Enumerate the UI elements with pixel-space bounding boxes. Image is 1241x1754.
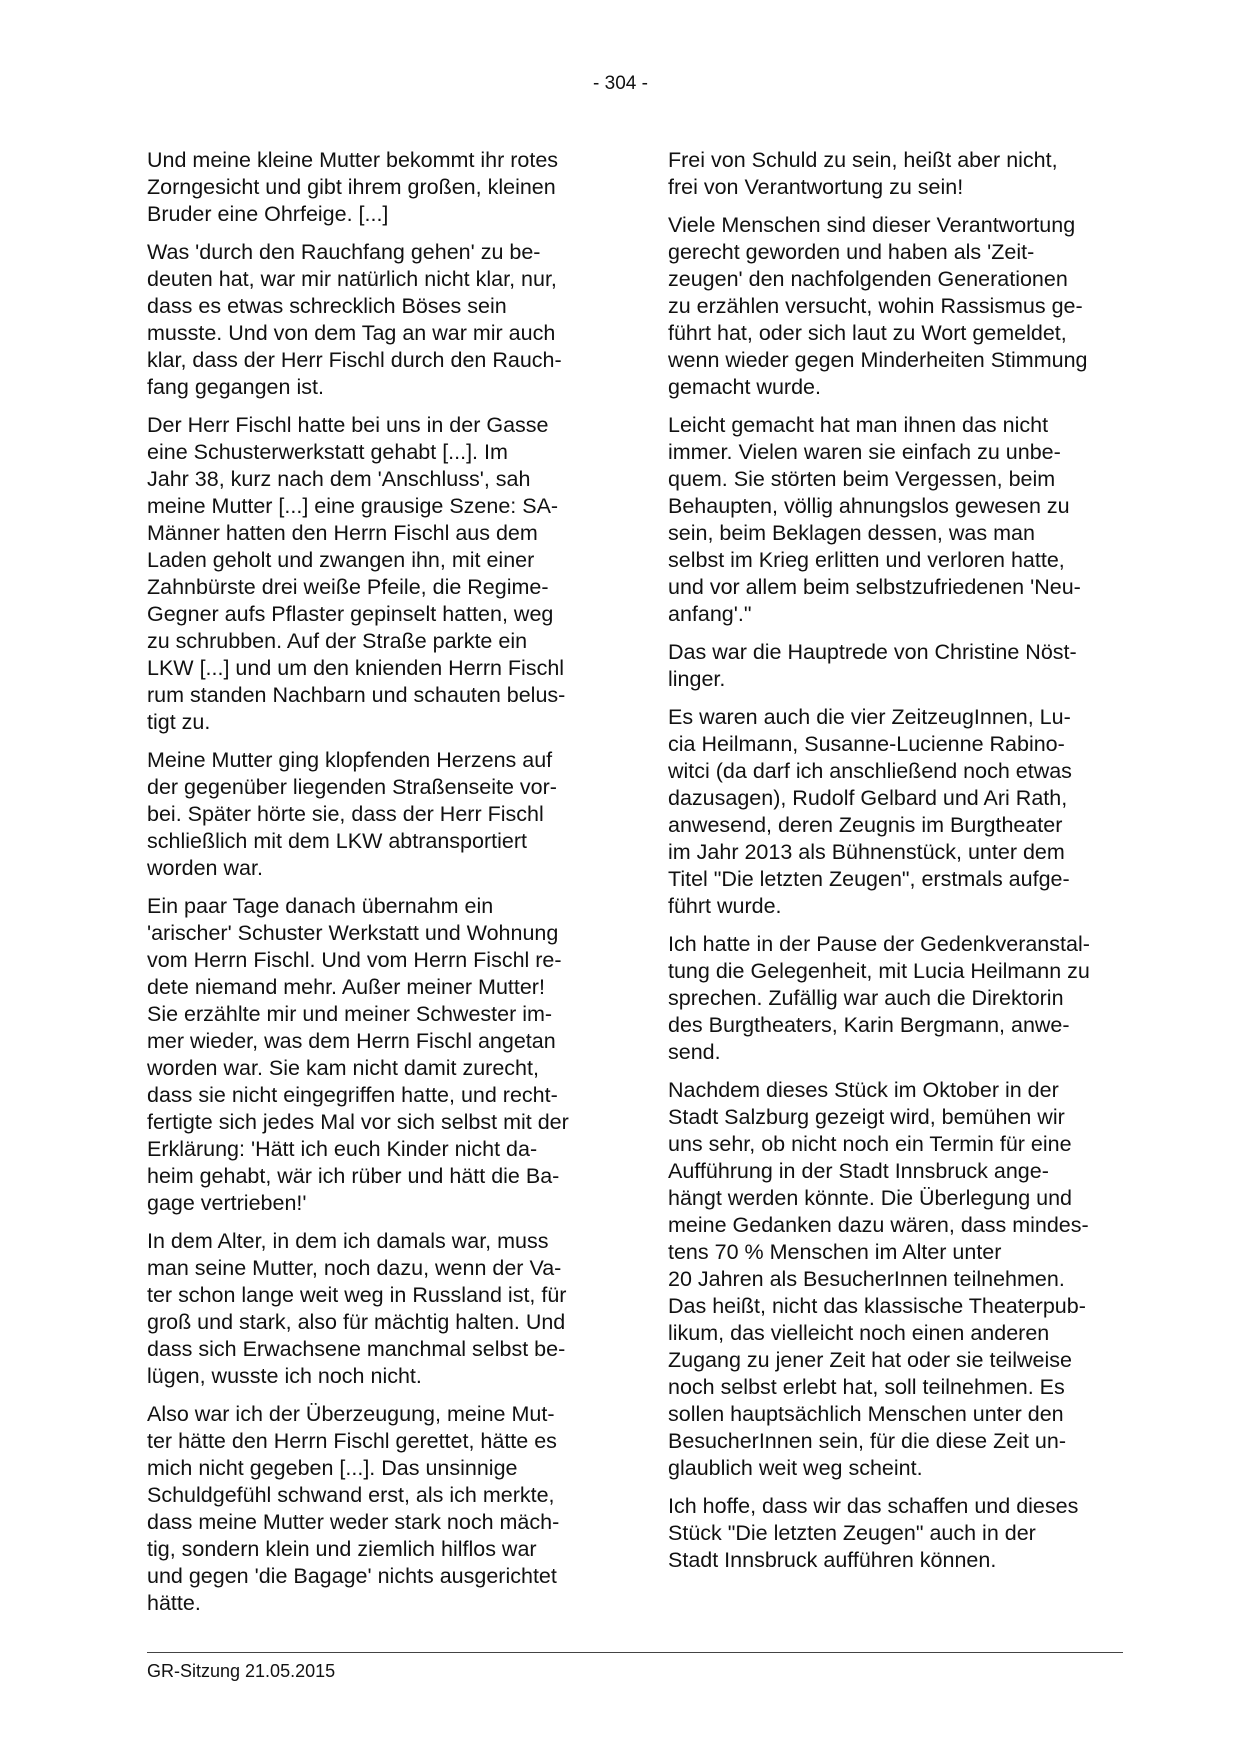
text-line: musste. Und von dem Tag an war mir auch [147,321,556,345]
text-line: Stadt Innsbruck aufführen können. [668,1548,997,1572]
text-line: und gegen 'die Bagage' nichts ausgerichtet [147,1564,557,1588]
text-line: Erklärung: 'Hätt ich euch Kinder nicht da- [147,1137,538,1161]
text-line: Ich hoffe, dass wir das schaffen und dieses [668,1494,1079,1518]
text-line: noch selbst erlebt hat, soll teilnehmen. Es [668,1375,1065,1399]
text-line: fang gegangen ist. [147,375,324,399]
paragraph [147,747,607,882]
text-line: Bruder eine Ohrfeige. [...] [147,202,389,226]
text-line: mer wieder, was dem Herrn Fischl angetan [147,1029,556,1053]
text-line: Jahr 38, kurz nach dem 'Anschluss', sah [147,467,531,491]
text-line: Das war die Hauptrede von Christine Nöst- [668,640,1077,664]
text-line: tens 70 % Menschen im Alter unter [668,1240,1002,1264]
footer-session-date: GR-Sitzung 21.05.2015 [147,1661,336,1681]
text-line: ter schon lange weit weg in Russland ist, für [147,1283,567,1307]
text-line: Was 'durch den Rauchfang gehen' zu be- [147,240,541,264]
text-line: sprechen. Zufällig war auch die Direktorin [668,986,1064,1010]
text-line: Viele Menschen sind dieser Verantwortung [668,213,1076,237]
text-line: cia Heilmann, Susanne-Lucienne Rabino- [668,732,1065,756]
text-line: linger. [668,667,726,691]
text-line: 'arischer' Schuster Werkstatt und Wohnung [147,921,559,945]
text-line: anfang'." [668,602,752,626]
text-line: Nachdem dieses Stück im Oktober in der [668,1078,1059,1102]
text-line: ter hätte den Herrn Fischl gerettet, hätte es [147,1429,557,1453]
text-line: In dem Alter, in dem ich damals war, muss [147,1229,549,1253]
text-line: fertigte sich jedes Mal vor sich selbst mit der [147,1110,569,1134]
text-line: zu erzählen versucht, wohin Rassismus ge- [668,294,1083,318]
text-line: klar, dass der Herr Fischl durch den Rauch- [147,348,562,372]
paragraph [668,412,1130,628]
paragraph [147,1401,607,1617]
text-line: Männer hatten den Herrn Fischl aus dem [147,521,538,545]
text-line: gage vertrieben!' [147,1191,307,1215]
text-line: der gegenüber liegenden Straßenseite vor- [147,775,557,799]
text-line: Schuldgefühl schwand erst, als ich merkte, [147,1483,555,1507]
text-line: dass meine Mutter weder stark noch mäch- [147,1510,560,1534]
text-line: uns sehr, ob nicht noch ein Termin für eine [668,1132,1072,1156]
text-line: LKW [...] und um den knienden Herrn Fischl [147,656,565,680]
text-line: vom Herrn Fischl. Und vom Herrn Fischl re- [147,948,562,972]
text-line: Meine Mutter ging klopfenden Herzens auf [147,748,553,772]
text-line: führt wurde. [668,894,782,918]
paragraph [668,704,1130,920]
text-line: des Burgtheaters, Karin Bergmann, anwe- [668,1013,1070,1037]
paragraph [147,893,607,1217]
text-line: gemacht wurde. [668,375,821,399]
text-line: Titel "Die letzten Zeugen", erstmals aufge- [668,867,1070,891]
text-line: sollen hauptsächlich Menschen unter den [668,1402,1064,1426]
text-line: dass sie nicht eingegriffen hatte, und recht- [147,1083,558,1107]
page-number: - 304 - [593,73,648,94]
text-line: Behaupten, völlig ahnungslos gewesen zu [668,494,1070,518]
text-line: man seine Mutter, noch dazu, wenn der Va- [147,1256,562,1280]
text-line: zeugen' den nachfolgenden Generationen [668,267,1068,291]
text-line: Stück "Die letzten Zeugen" auch in der [668,1521,1036,1545]
text-line: Also war ich der Überzeugung, meine Mut- [147,1402,555,1426]
paragraph [668,931,1130,1066]
text-line: anwesend, deren Zeugnis im Burgtheater [668,813,1063,837]
text-line: und vor allem beim selbstzufriedenen 'Neu- [668,575,1081,599]
text-line: heim gehabt, wär ich rüber und hätt die Ba- [147,1164,560,1188]
text-line: dass es etwas schrecklich Böses sein [147,294,507,318]
text-line: quem. Sie störten beim Vergessen, beim [668,467,1056,491]
text-line: likum, das vielleicht noch einen anderen [668,1321,1050,1345]
text-line: Laden geholt und zwangen ihn, mit einer [147,548,535,572]
footer-divider [147,1652,1123,1653]
text-line: hängt werden könnte. Die Überlegung und [668,1186,1073,1210]
text-line: Ein paar Tage danach übernahm ein [147,894,494,918]
paragraph [668,1493,1130,1574]
text-line: worden war. [147,856,263,880]
paragraph [668,147,1130,201]
text-line: deuten hat, war mir natürlich nicht klar, nur, [147,267,557,291]
text-line: sein, beim Beklagen dessen, was man [668,521,1035,545]
text-line: Zahnbürste drei weiße Pfeile, die Regime- [147,575,549,599]
text-line: Zugang zu jener Zeit hat oder sie teilweise [668,1348,1072,1372]
text-line: Es waren auch die vier ZeitzeugInnen, Lu- [668,705,1071,729]
text-line: immer. Vielen waren sie einfach zu unbe- [668,440,1061,464]
text-line: tig, sondern klein und ziemlich hilflos war [147,1537,537,1561]
text-line: selbst im Krieg erlitten und verloren hatte, [668,548,1065,572]
text-line: eine Schusterwerkstatt gehabt [...]. Im [147,440,508,464]
text-line: 20 Jahren als BesucherInnen teilnehmen. [668,1267,1065,1291]
text-line: hätte. [147,1591,201,1615]
text-line: gerecht geworden und haben als 'Zeit- [668,240,1035,264]
text-line: wenn wieder gegen Minderheiten Stimmung [668,348,1088,372]
paragraph [147,147,607,228]
text-line: meine Mutter [...] eine grausige Szene: SA- [147,494,559,518]
text-line: meine Gedanken dazu wären, dass mindes- [668,1213,1089,1237]
text-line: tung die Gelegenheit, mit Lucia Heilmann zu [668,959,1090,983]
paragraph [147,1228,607,1390]
text-line: Gegner aufs Pflaster gepinselt hatten, weg [147,602,554,626]
text-line: Der Herr Fischl hatte bei uns in der Gasse [147,413,549,437]
text-line: worden war. Sie kam nicht damit zurecht, [147,1056,539,1080]
text-line: dass sich Erwachsene manchmal selbst be- [147,1337,566,1361]
text-line: im Jahr 2013 als Bühnenstück, unter dem [668,840,1065,864]
text-line: Aufführung in der Stadt Innsbruck ange- [668,1159,1049,1183]
text-line: Zorngesicht und gibt ihrem großen, kleinen [147,175,556,199]
text-line: Leicht gemacht hat man ihnen das nicht [668,413,1049,437]
text-line: dete niemand mehr. Außer meiner Mutter! [147,975,545,999]
text-line: Ich hatte in der Pause der Gedenkveranstal- [668,932,1090,956]
text-line: dazusagen), Rudolf Gelbard und Ari Rath, [668,786,1068,810]
text-line: zu schrubben. Auf der Straße parkte ein [147,629,528,653]
text-line: lügen, wusste ich noch nicht. [147,1364,422,1388]
paragraph [668,639,1130,693]
text-line: witci (da darf ich anschließend noch etwas [668,759,1072,783]
text-line: groß und stark, also für mächtig halten. Und [147,1310,566,1334]
paragraph [668,1077,1130,1482]
right-column [668,147,1130,1585]
text-line: glaublich weit weg scheint. [668,1456,923,1480]
paragraph [147,239,607,401]
text-line: Frei von Schuld zu sein, heißt aber nicht, [668,148,1058,172]
text-line: BesucherInnen sein, für die diese Zeit un- [668,1429,1066,1453]
text-line: Stadt Salzburg gezeigt wird, bemühen wir [668,1105,1065,1129]
paragraph [147,412,607,736]
text-line: führt hat, oder sich laut zu Wort gemeldet, [668,321,1067,345]
text-line: Und meine kleine Mutter bekommt ihr rotes [147,148,559,172]
left-column [147,147,607,1628]
text-line: bei. Später hörte sie, dass der Herr Fischl [147,802,544,826]
text-line: send. [668,1040,721,1064]
text-line: tigt zu. [147,710,211,734]
text-line: Das heißt, nicht das klassische Theaterpub- [668,1294,1086,1318]
paragraph [668,212,1130,401]
text-line: schließlich mit dem LKW abtransportiert [147,829,527,853]
text-line: rum standen Nachbarn und schauten belus- [147,683,566,707]
text-line: Sie erzählte mir und meiner Schwester im- [147,1002,553,1026]
text-line: mich nicht gegeben [...]. Das unsinnige [147,1456,518,1480]
text-line: frei von Verantwortung zu sein! [668,175,964,199]
